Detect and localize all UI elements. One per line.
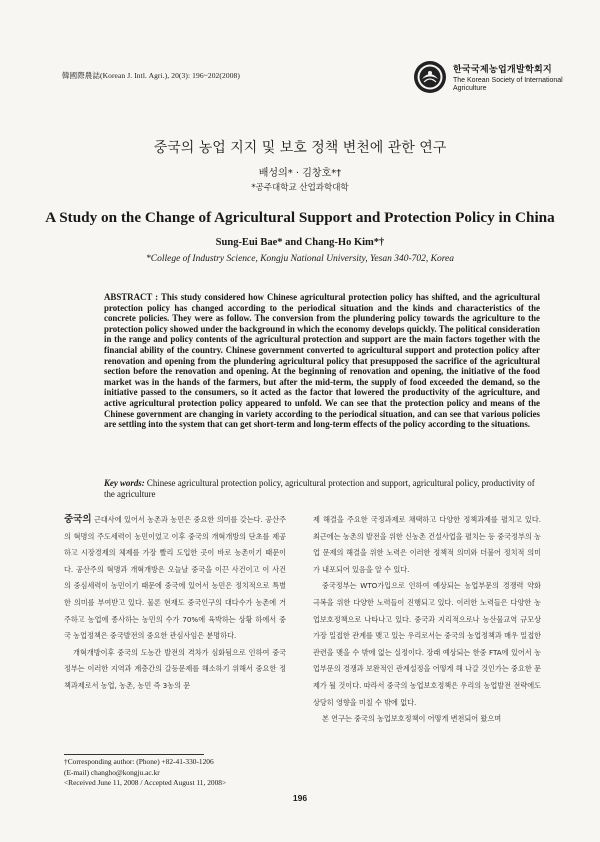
society-name-korean: 한국국제농업개발학회지: [453, 65, 552, 75]
footnote-divider: [64, 754, 204, 755]
received-accepted-dates: <Received June 11, 2008 / Accepted August 11, 2008>: [64, 778, 227, 788]
corresponding-author-email: (E-mail) changho@kongju.ac.kr: [64, 767, 160, 777]
body-paragraph: 본 연구는 중국의 농업보호정책이 어떻게 변천되어 왔으며: [322, 714, 502, 724]
society-seal-icon: [413, 60, 447, 94]
society-name-english-line2: Agriculture: [453, 85, 487, 92]
keywords-label: Key words:: [104, 478, 147, 488]
abstract-label: ABSTRACT :: [104, 292, 161, 302]
lead-word: 중국의: [64, 514, 92, 525]
page-number: 196: [292, 793, 308, 803]
affiliation-english: *College of Industry Science, Kongju National University, Yesan 340-702, Korea: [145, 254, 455, 264]
society-name-english-line1: The Korean Society of International: [453, 77, 563, 84]
body-paragraph: 개혁개방이후 중국의 도농간 발전의 격차가 심화됨으로 인하여 중국정부는 이러한 지역과 계층간의 갈등문제를 해소하기 위해서 중요한 정책과제로서 농업, 농촌, 농민 즉 3농의 문: [64, 647, 286, 690]
abstract-text: This study considered how Chinese agricultural protection policy has shifted, and the agricultural protection policy has changed according to the periodical situation and the kinds and characteristics of the concrete policies. They were as follow. The conversion from the plundering policy towards the agriculture to the protection policy showed under the background in which the economy develops quickly. The political consideration in the range and policy contents of the agricultural protection and support are the main factors together with the financial ability of the country. Chinese government converted to agricultural support and protection policy after renovation and opening from the plundering agricultural policy that presupposed the sacrifice of the agricultural section before the renovation and opening. At the beginning of renovation and opening, the initiative of the food market was in the hands of the farmers, but after the mid-term, the supply of food exceeded the demand, so the initiative passed to the consumers, so it acted as the factor that lowered the productivity of the agriculture, and active agricultural protection policy appeared to unfold. We can see that the protection policy and means of the Chinese government are changing in variety according to the periodical situation, and can see that various policies are settling into the system that can get short-term and long-term effects of the policy according to the situations.: [104, 292, 540, 430]
body-paragraph: 중국정부는 WTO가입으로 인하여 예상되는 농업부문의 경쟁력 약화 극복을 위한 다양한 노력들이 진행되고 있다. 이러한 노력들은 다양한 농업보호정책으로 나타나고 있다. 중국과 지리적으로나 농산물교역 규모상 가장 밀접한 관계를 맺고 있는 우리로서는 중국의 농업정책과 매우 밀접한 관련을 맺을 수 밖에 없는 실정이다. 장래 예상되는 한중 FTA에 있어서 농업부문의 경쟁과 보완적인 관계설정을 어떻게 해 나갈 것인가는 중요한 문제가 될 것이다. 따라서 중국의 농업보호정책은 우리의 농업발전 전략에도 상당히 영향을 미칠 수 밖에 없다.: [313, 581, 541, 707]
society-name: [453, 62, 563, 93]
body-paragraph: 제 해결을 주요한 국정과제로 채택하고 다양한 정책과제를 펼치고 있다. 최근에는 농촌의 발전을 위한 신농촌 건설사업을 펼치는 등 중국정부의 농업 문제의 해결을 위한 노력은 이러한 정책적 의미와 더불어 정치적 의미가 내포되어 있음을 알 수 있다.: [313, 515, 541, 574]
keywords-text: Chinese agricultural protection policy, agricultural protection and support, agricultural policy, productivity of the agriculture: [104, 478, 535, 499]
journal-reference: 韓國際農誌(Korean J. Intl. Agri.), 20(3): 196~202(2008): [62, 71, 240, 80]
society-logo-block: [413, 60, 573, 100]
body-paragraph: [64, 512, 286, 645]
footnotes: [64, 757, 294, 789]
affiliation-korean: *공주대학교 산업과학대학: [251, 183, 349, 193]
body-column-left: [64, 512, 286, 695]
corresponding-author-phone: †Corresponding author: (Phone) +82-41-330-1206: [64, 757, 214, 766]
authors-english: Sung-Eui Bae* and Chang-Ho Kim*†: [215, 237, 385, 248]
authors-korean: 배성의* · 김창호*†: [258, 168, 342, 179]
paragraph-text: 근대사에 있어서 농촌과 농민은 중요한 의미를 갖는다. 공산주의 혁명의 주도세력이 농민이었고 이후 중국의 개혁개방의 단초를 제공하고 시장경제의 체제를 가장 빨리 도입한 곳이 바로 농촌이기 때문이다. 공산주의 혁명과 개혁개방은 오늘날 중국을 이끈 사건이고 이 사건의 중심세력이 농민이기 때문에 중국에 있어서 농민은 정치적으로 특별한 의미를 부여받고 있다. 물론 현재도 중국인구의 대다수가 농촌에 거주하고 농업에 종사하는 농민의 수가 70%에 육박하는 상황 하에서 중국 농업정책은 중국발전의 중요한 관심사임은 분명하다.: [64, 515, 286, 641]
keywords: [104, 478, 540, 499]
paper-title-english: A Study on the Change of Agricultural Support and Protection Policy in China: [45, 209, 555, 226]
paper-title-korean: 중국의 농업 지지 및 보호 정책 변천에 관한 연구: [153, 140, 447, 156]
body-column-right: [313, 512, 541, 728]
abstract: [104, 292, 540, 430]
